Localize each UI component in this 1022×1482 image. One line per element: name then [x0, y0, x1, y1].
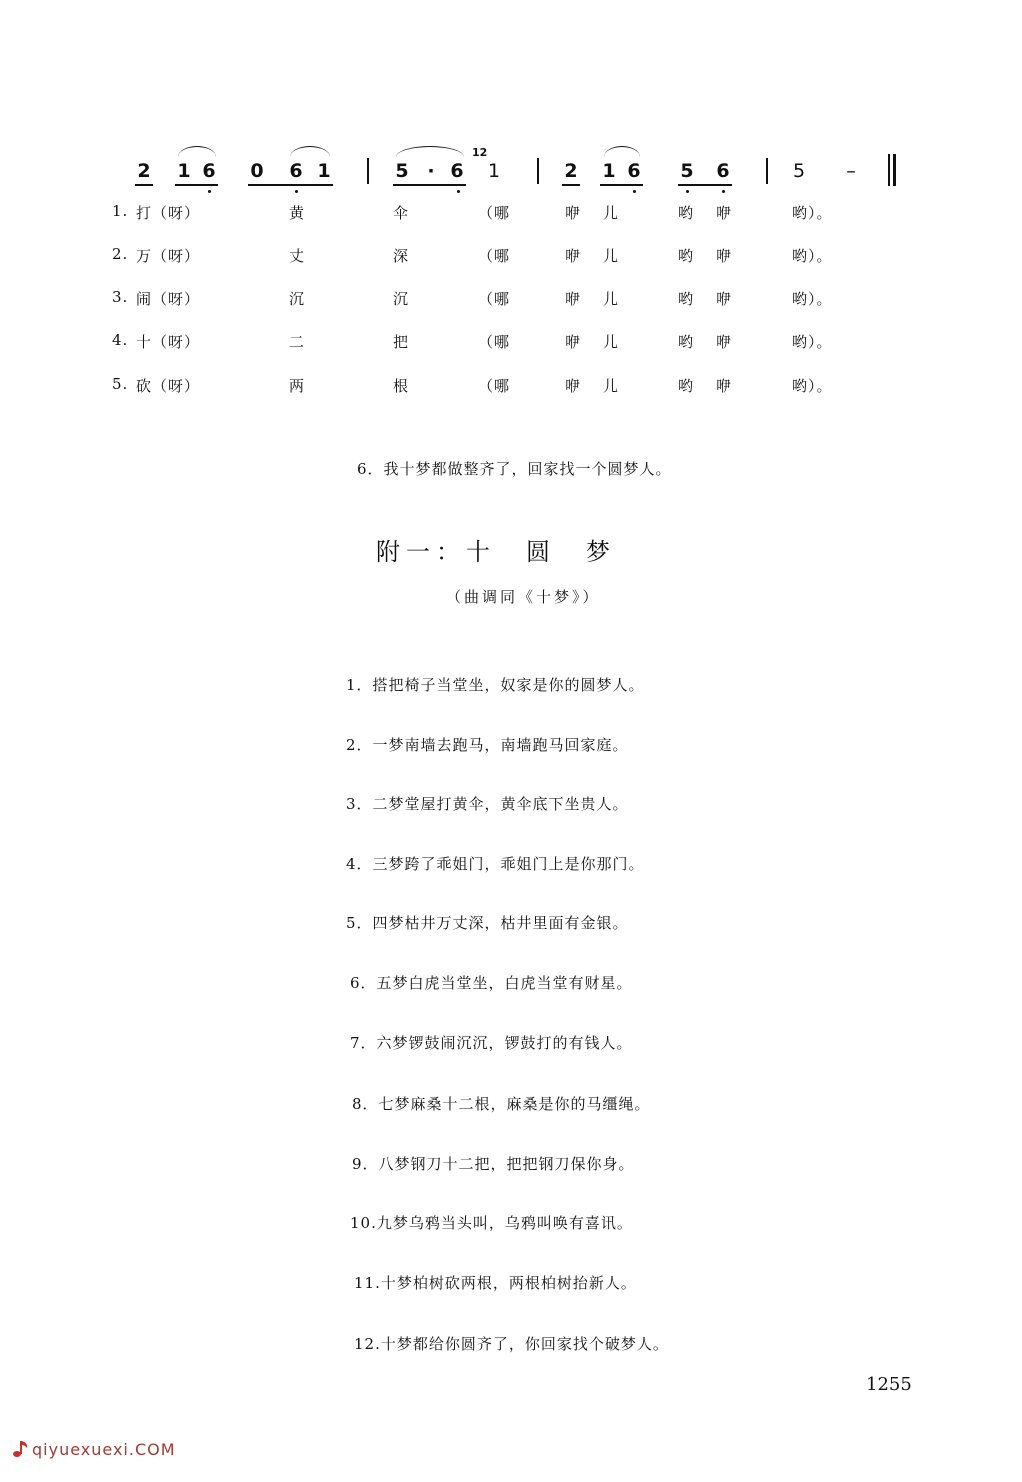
lyric-cell: 咿	[716, 377, 733, 395]
note: 6	[450, 160, 464, 182]
lyric-cell: 万（呀）	[136, 247, 201, 265]
octave-dot	[295, 190, 298, 193]
slur	[396, 146, 464, 157]
lyric-cell: 两	[289, 377, 306, 395]
lyric-cell: 咿	[716, 290, 733, 308]
note: 6	[716, 160, 730, 182]
note: 1	[602, 160, 616, 182]
lyric-cell: 把	[393, 333, 410, 351]
list-item: 2．一梦南墙去跑马，南墙跑马回家庭。	[346, 736, 629, 754]
beam	[562, 184, 580, 186]
note: 1	[487, 160, 501, 182]
lyric-cell: 儿	[603, 290, 620, 308]
appendix-subtitle: （曲调同《十梦》）	[446, 588, 601, 606]
lyric-cell: 咿	[716, 247, 733, 265]
watermark-text: qiyuexuexi.COM	[32, 1439, 176, 1459]
lyric-cell: 沉	[289, 290, 306, 308]
lyric-cell: 打（呀）	[136, 204, 201, 222]
barline	[367, 158, 369, 184]
octave-dot	[633, 190, 636, 193]
lyric-cell: 根	[393, 377, 410, 395]
note: 1	[177, 160, 191, 182]
note: –	[846, 160, 856, 182]
beam	[600, 184, 643, 186]
lyric-cell: 深	[393, 247, 410, 265]
lyric-num: 4.	[112, 331, 129, 349]
lyric-num: 2.	[112, 245, 129, 263]
music-note-icon	[10, 1438, 32, 1460]
barline	[537, 158, 539, 184]
list-item: 7．六梦锣鼓闹沉沉，锣鼓打的有钱人。	[350, 1034, 633, 1052]
final-verse: 6．我十梦都做整齐了，回家找一个圆梦人。	[357, 460, 672, 478]
page-number: 1255	[866, 1374, 912, 1395]
lyric-cell: 十（呀）	[136, 333, 201, 351]
list-item: 5．四梦枯井万丈深，枯井里面有金银。	[346, 914, 629, 932]
list-item: 8．七梦麻桑十二根，麻桑是你的马缰绳。	[352, 1095, 651, 1113]
list-item: 3．二梦堂屋打黄伞，黄伞底下坐贵人。	[346, 795, 629, 813]
lyric-cell: （哪	[478, 247, 511, 265]
lyric-cell: 儿	[603, 204, 620, 222]
lyric-cell: 哟）。	[792, 204, 833, 222]
note: 1	[317, 160, 331, 182]
lyric-cell: 哟	[678, 247, 695, 265]
lyric-cell: 哟	[678, 204, 695, 222]
note: 2	[564, 160, 578, 182]
lyric-cell: 哟）。	[792, 290, 833, 308]
lyric-cell: 闹（呀）	[136, 290, 201, 308]
list-item: 1．搭把椅子当堂坐，奴家是你的圆梦人。	[346, 676, 645, 694]
note: 6	[627, 160, 641, 182]
lyric-cell: 咿	[565, 247, 582, 265]
note: 5	[792, 160, 806, 182]
lyric-cell: 伞	[393, 204, 410, 222]
lyric-cell: 丈	[289, 247, 306, 265]
lyric-cell: 咿	[716, 204, 733, 222]
lyric-cell: 哟）。	[792, 247, 833, 265]
appendix-title: 附一：十 圆 梦	[376, 538, 616, 566]
list-item: 4．三梦跨了乖姐门，乖姐门上是你那门。	[346, 855, 645, 873]
beam	[135, 184, 153, 186]
octave-dot	[457, 190, 460, 193]
beam	[678, 184, 732, 186]
lyric-num: 3.	[112, 288, 129, 306]
lyric-cell: 二	[289, 333, 306, 351]
lyric-cell: 咿	[565, 204, 582, 222]
lyric-cell: 黄	[289, 204, 306, 222]
lyric-cell: 哟）。	[792, 333, 833, 351]
lyric-cell: 儿	[603, 247, 620, 265]
note: 0	[250, 160, 264, 182]
beam	[393, 184, 466, 186]
lyric-cell: （哪	[478, 377, 511, 395]
lyric-cell: 哟	[678, 377, 695, 395]
grace-notes: 12	[472, 146, 488, 159]
octave-dot	[686, 190, 689, 193]
note: 2	[137, 160, 151, 182]
slur	[290, 146, 330, 157]
list-item: 10.九梦乌鸦当头叫，乌鸦叫唤有喜讯。	[350, 1214, 633, 1232]
lyric-cell: 咿	[565, 290, 582, 308]
note: 5	[680, 160, 694, 182]
octave-dot	[722, 190, 725, 193]
final-barline-thin	[888, 154, 890, 186]
final-barline-thick	[893, 154, 896, 186]
beam	[175, 184, 218, 186]
list-item: 12.十梦都给你圆齐了，你回家找个破梦人。	[354, 1335, 669, 1353]
slur	[604, 146, 640, 157]
lyric-cell: （哪	[478, 333, 511, 351]
list-item: 6．五梦白虎当堂坐，白虎当堂有财星。	[350, 974, 633, 992]
barline	[766, 158, 768, 184]
lyric-cell: 儿	[603, 333, 620, 351]
lyric-cell: （哪	[478, 290, 511, 308]
lyric-cell: 哟	[678, 333, 695, 351]
lyric-cell: 砍（呀）	[136, 377, 201, 395]
lyric-cell: 哟	[678, 290, 695, 308]
lyric-cell: 咿	[565, 377, 582, 395]
lyric-cell: 儿	[603, 377, 620, 395]
note: 6	[289, 160, 303, 182]
lyric-cell: 咿	[716, 333, 733, 351]
watermark	[10, 1438, 176, 1460]
lyric-cell: （哪	[478, 204, 511, 222]
lyric-num: 5.	[112, 375, 129, 393]
list-item: 9．八梦钢刀十二把，把把钢刀保你身。	[352, 1155, 635, 1173]
note: 6	[202, 160, 216, 182]
octave-dot	[208, 190, 211, 193]
slur	[178, 146, 216, 157]
lyric-num: 1.	[112, 202, 129, 220]
note: 5	[395, 160, 409, 182]
list-item: 11.十梦柏树砍两根，两根柏树抬新人。	[354, 1274, 637, 1292]
lyric-cell: 咿	[565, 333, 582, 351]
beam	[248, 184, 333, 186]
note: ·	[427, 160, 435, 182]
lyric-cell: 沉	[393, 290, 410, 308]
lyric-cell: 哟）。	[792, 377, 833, 395]
